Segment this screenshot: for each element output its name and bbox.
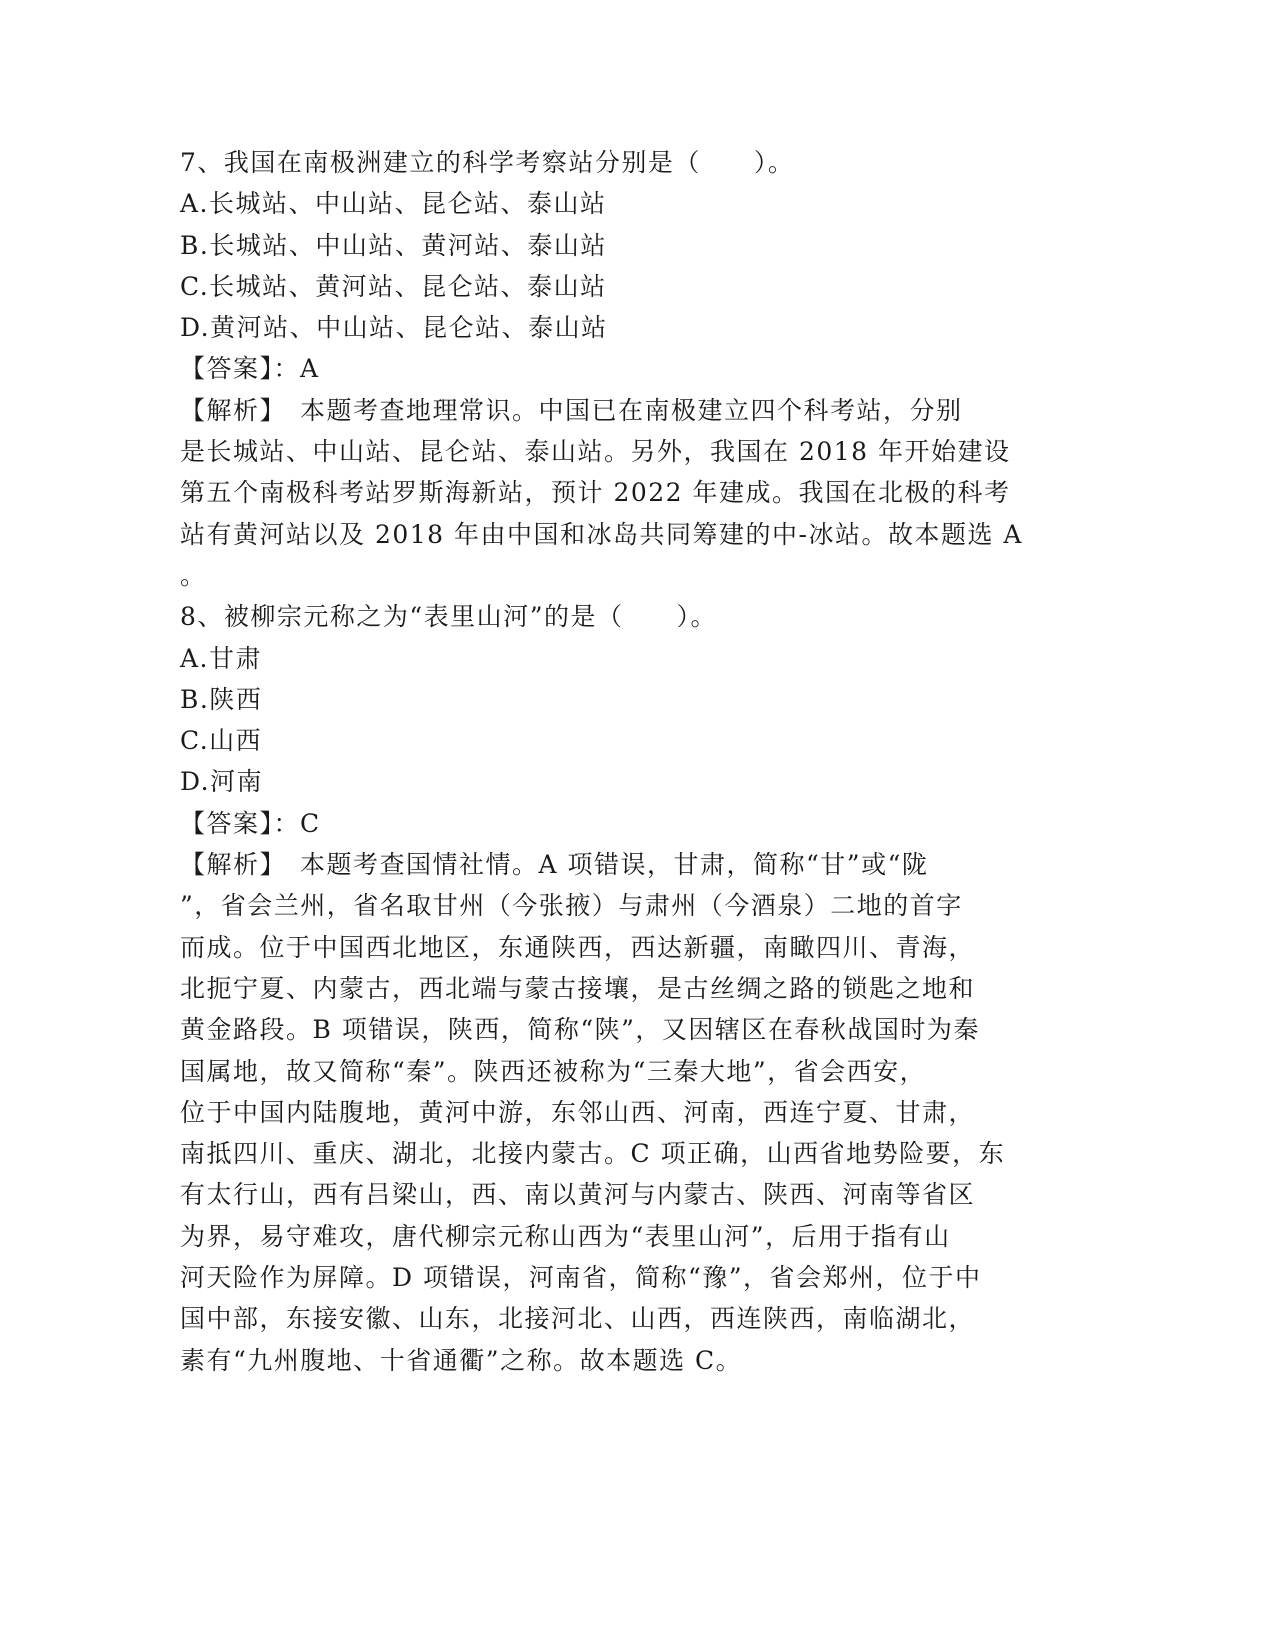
answer-line: 【答案】：A	[180, 354, 320, 384]
option-c: C.山西	[180, 726, 263, 756]
analysis-line: 南抵四川、重庆、湖北，北接内蒙古。C 项正确，山西省地势险要，东	[180, 1139, 1006, 1169]
question-7	[180, 142, 1060, 596]
analysis-line: 【解析】 本题考查国情社情。A 项错误，甘肃，简称“甘”或“陇	[180, 850, 929, 880]
analysis-line: 素有“九州腹地、十省通衢”之称。故本题选 C。	[180, 1345, 743, 1375]
analysis-line: 【解析】 本题考查地理常识。中国已在南极建立四个科考站，分别	[180, 395, 963, 425]
question-8	[180, 596, 1060, 1381]
analysis-line: 位于中国内陆腹地，黄河中游，东邻山西、河南，西连宁夏、甘肃，	[180, 1097, 976, 1127]
option-d: D.河南	[180, 767, 264, 797]
analysis-line: ”，省会兰州，省名取甘州（今张掖）与肃州（今酒泉）二地的首字	[180, 891, 963, 921]
option-a: A.甘肃	[180, 643, 263, 673]
analysis-line: 是长城站、中山站、昆仑站、泰山站。另外，我国在 2018 年开始建设	[180, 437, 1011, 467]
question-stem: 7、我国在南极洲建立的科学考察站分别是（ ）。	[180, 148, 795, 177]
analysis-line: 。	[180, 560, 207, 590]
analysis-line: 国属地，故又简称“秦”。陕西还被称为“三秦大地”，省会西安，	[180, 1056, 927, 1086]
analysis-line: 黄金路段。B 项错误，陕西，简称“陕”，又因辖区在春秋战国时为秦	[180, 1015, 980, 1045]
analysis-line: 河天险作为屏障。D 项错误，河南省，简称“豫”，省会郑州，位于中	[180, 1263, 982, 1293]
option-a: A.长城站、中山站、昆仑站、泰山站	[180, 189, 607, 219]
analysis-line: 为界，易守难攻，唐代柳宗元称山西为“表里山河”，后用于指有山	[180, 1221, 951, 1251]
analysis-line: 北扼宁夏、内蒙古，西北端与蒙古接壤，是古丝绸之路的锁匙之地和	[180, 973, 976, 1003]
option-c: C.长城站、黄河站、昆仑站、泰山站	[180, 271, 607, 301]
analysis-line: 站有黄河站以及 2018 年由中国和冰岛共同筹建的中-冰站。故本题选 A	[180, 519, 1023, 549]
analysis-line: 国中部，东接安徽、山东，北接河北、山西，西连陕西，南临湖北，	[180, 1304, 976, 1334]
option-b: B.长城站、中山站、黄河站、泰山站	[180, 230, 607, 260]
analysis-line: 有太行山，西有吕梁山，西、南以黄河与内蒙古、陕西、河南等省区	[180, 1180, 976, 1210]
document-page	[180, 142, 1060, 1381]
option-d: D.黄河站、中山站、昆仑站、泰山站	[180, 313, 608, 343]
answer-line: 【答案】：C	[180, 808, 321, 838]
option-b: B.陕西	[180, 684, 263, 714]
question-stem: 8、被柳宗元称之为“表里山河”的是（ ）。	[180, 602, 717, 632]
analysis-line: 而成。位于中国西北地区，东通陕西，西达新疆，南瞰四川、青海，	[180, 932, 976, 962]
analysis-line: 第五个南极科考站罗斯海新站，预计 2022 年建成。我国在北极的科考	[180, 478, 1011, 508]
